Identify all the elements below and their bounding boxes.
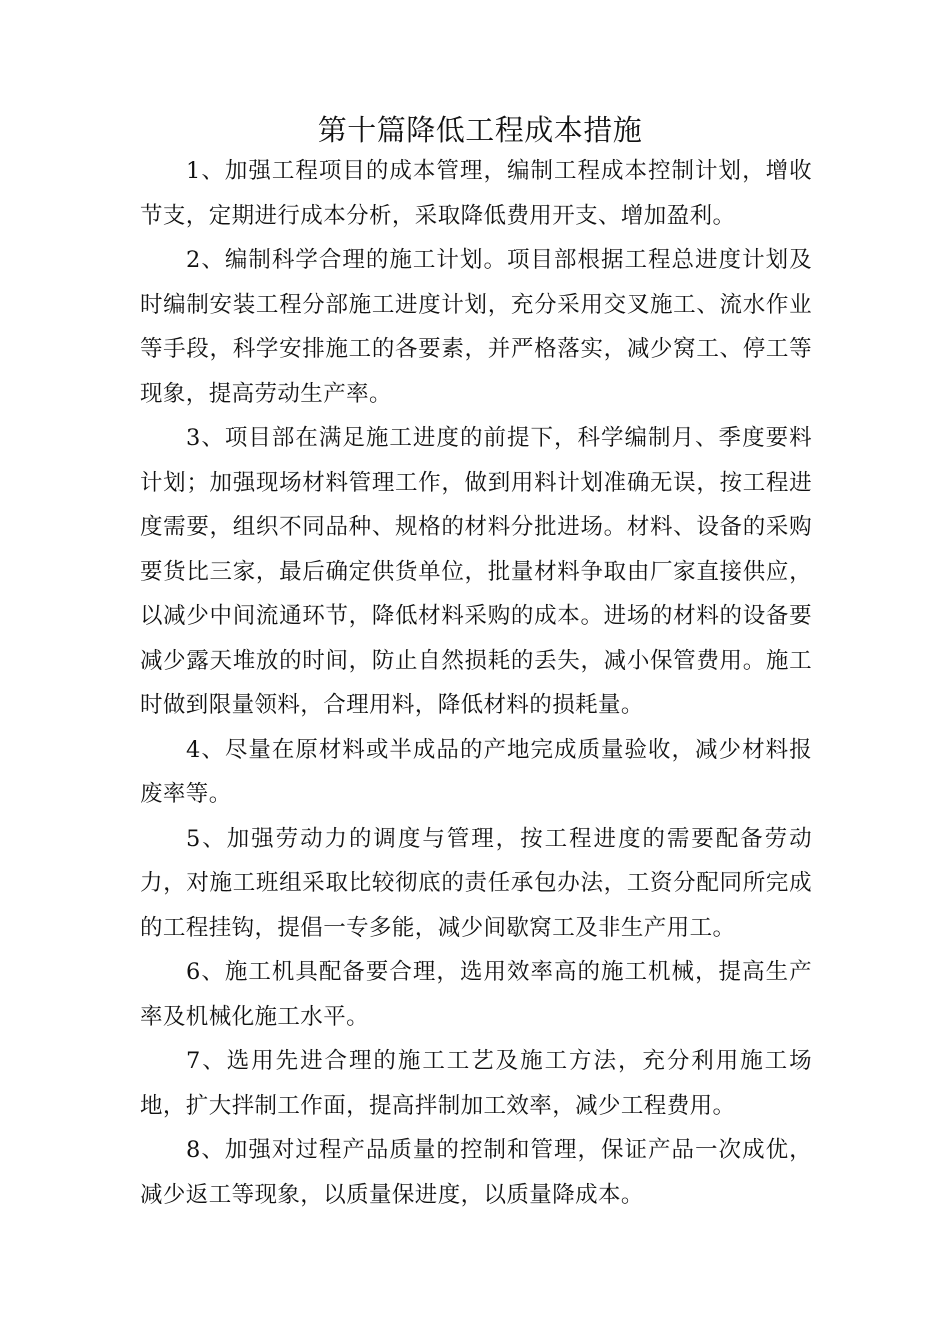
- document-body: [140, 149, 812, 1217]
- paragraph-3: 3、项目部在满足施工进度的前提下，科学编制月、季度要料计划；加强现场材料管理工作，做到用料计划准确无误，按工程进度需要，组织不同品种、规格的材料分批进场。材料、设备的采购要货比三家，最后确定供货单位，批量材料争取由厂家直接供应，以减少中间流通环节，降低材料采购的成本。进场的材料的设备要减少露天堆放的时间，防止自然损耗的丢失，减小保管费用。施工时做到限量领料，合理用料，降低材料的损耗量。: [140, 425, 812, 718]
- paragraph-6: 6、施工机具配备要合理，选用效率高的施工机械，提高生产率及机械化施工水平。: [140, 959, 812, 1030]
- paragraph-8: 8、加强对过程产品质量的控制和管理，保证产品一次成优，减少返工等现象，以质量保进度，以质量降成本。: [140, 1137, 812, 1208]
- paragraph-4: 4、尽量在原材料或半成品的产地完成质量验收，减少材料报废率等。: [140, 736, 812, 807]
- paragraph-1: 1、加强工程项目的成本管理，编制工程成本控制计划，增收节支，定期进行成本分析，采取降低费用开支、增加盈利。: [140, 158, 812, 229]
- paragraph-2: 2、编制科学合理的施工计划。项目部根据工程总进度计划及时编制安装工程分部施工进度计划，充分采用交叉施工、流水作业等手段，科学安排施工的各要素，并严格落实，减少窝工、停工等现象，提高劳动生产率。: [140, 247, 812, 407]
- paragraph-5: 5、加强劳动力的调度与管理，按工程进度的需要配备劳动力，对施工班组采取比较彻底的责任承包办法，工资分配同所完成的工程挂钩，提倡一专多能，减少间歇窝工及非生产用工。: [140, 825, 812, 941]
- document-title: 第十篇降低工程成本措施: [317, 113, 643, 147]
- paragraph-7: 7、选用先进合理的施工工艺及施工方法，充分利用施工场地，扩大拌制工作面，提高拌制加工效率，减少工程费用。: [140, 1048, 812, 1119]
